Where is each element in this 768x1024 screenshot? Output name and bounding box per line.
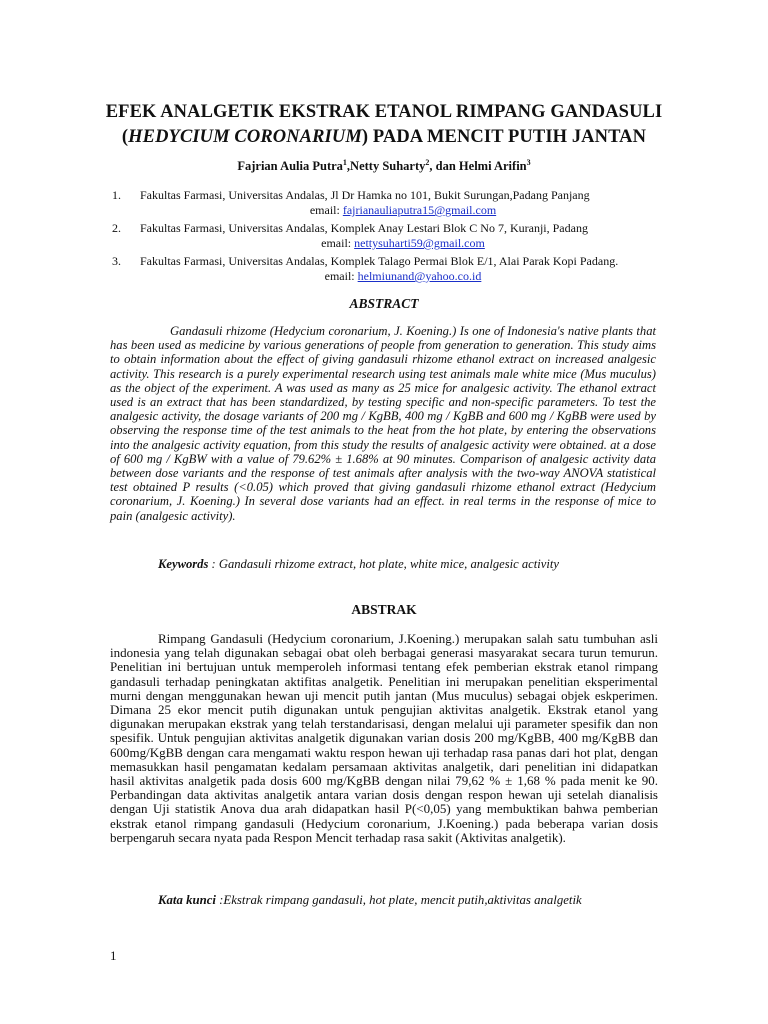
- abstrak-body: [110, 632, 658, 845]
- affiliation-text: Fakultas Farmasi, Universitas Andalas, Komplek Talago Permai Blok E/1, Alai Parak Kopi Padang.: [140, 254, 619, 268]
- abstract-keywords: [158, 557, 658, 572]
- page-number: 1: [110, 948, 117, 963]
- author-3: , dan Helmi Arifin: [429, 159, 527, 173]
- author-2: ,Netty Suharty: [346, 159, 426, 173]
- paper-title: [80, 100, 688, 150]
- author-1: Fajrian Aulia Putra: [237, 159, 343, 173]
- abstrak-heading: ABSTRAK: [351, 602, 417, 617]
- kata-kunci-label: Kata kunci: [158, 893, 216, 907]
- kata-kunci-text: :Ekstrak rimpang gandasuli, hot plate, mencit putih,aktivitas analgetik: [215, 893, 582, 907]
- abstrak-keywords: [158, 893, 658, 908]
- affiliation-text: Fakultas Farmasi, Universitas Andalas, Komplek Anay Lestari Blok C No 7, Kuranji, Padang: [140, 221, 588, 235]
- keywords-label: Keywords: [158, 557, 209, 571]
- affiliation-item: 1. Fakultas Farmasi, Universitas Andalas, Jl Dr Hamka no 101, Bukit Surungan,Padang Panjang email: fajrianauliaputra15@gmail.com: [112, 188, 590, 217]
- title-line-1: EFEK ANALGETIK EKSTRAK ETANOL RIMPANG GANDASULI: [105, 102, 663, 122]
- email-link[interactable]: nettysuharti59@gmail.com: [354, 236, 485, 250]
- abstract-heading: ABSTRACT: [349, 296, 419, 311]
- abstract-text: Gandasuli rhizome (Hedycium coronarium, J. Koening.) Is one of Indonesia's native plants that has been used as medicine by various generations of people from generation to generation. This study aims to obtain information about the effect of giving gandasuli rhizome ethanol extract on increased analgesic activity. This research is a purely experimental research using test animals male white mice (Mus muculus) as the object of the experiment. A was used as many as 25 mice for analgesic activity. The ethanol extract used is an extract that has been standardized, by testing specific and non-specific parameters. To test the analgesic activity, the dosage variants of 200 mg / KgBB, 400 mg / KgBB and 600 mg / KgBB were used by observing the response time of the test animals to the heat from the hot plate, by entering the observations into the analgesic activity equation, from this study the results of analgesic activity were obtained. at a dose of 600 mg / KgBW with a value of 79.62% ± 1.68% at 90 minutes. Comparison of analgesic activity data between dose variants and the response of test animals after analysis with the two-way ANOVA statistical test obtained P results (<0.05) which proved that giving gandasuli rhizome ethanol extract (Hedycium coronarium, J. Koening.) In several dose variants had an effect. in real terms in the response of mice to pain (analgesic activity).: [110, 324, 656, 523]
- title-line-2: (HEDYCIUM CORONARIUM) PADA MENCIT PUTIH JANTAN: [121, 127, 647, 147]
- affiliation-list: [112, 188, 666, 287]
- abstract-body: [110, 324, 656, 523]
- email-link[interactable]: helmiunand@yahoo.co.id: [357, 269, 482, 283]
- affiliation-item: 2. Fakultas Farmasi, Universitas Andalas, Komplek Anay Lestari Blok C No 7, Kuranji, Padang email: nettysuharti59@gmail.com: [112, 221, 588, 250]
- author-list: Fajrian Aulia Putra$^1$,Netty Suharty$^2$, dan Helmi Arifin$^3$: [237, 157, 531, 173]
- affiliation-item: 3. Fakultas Farmasi, Universitas Andalas, Komplek Talago Permai Blok E/1, Alai Parak Kopi Padang. email: helmiunand@yahoo.co.id: [112, 254, 619, 283]
- abstrak-text: Rimpang Gandasuli (Hedycium coronarium, J.Koening.) merupakan salah satu tumbuhan asli indonesia yang telah digunakan sebagai obat oleh berbagai generasi masyarakat secara turun temurun. Penelitian ini bertujuan untuk memperoleh informasi tentang efek pemberian ekstrak etanol rimpang gandasuli terhadap peningkatan aktifitas analgetik. Penelitian ini merupakan penelitian eksperimental murni dengan menggunakan hewan uji mencit putih jantan (Mus muculus) sebagai objek eskperimen. Dimana 25 ekor mencit putih digunakan untuk pengujian aktivitas analgetik. Ekstrak etanol yang digunakan merupakan ekstrak yang telah terstandarisasi, dengan melalui uji parameter spesifik dan non spesifik. Untuk pengujian aktivitas analgetik digunakan varian dosis 200 mg/KgBB, 400 mg/KgBB dan 600mg/KgBB dengan cara mengamati waktu respon hewan uji terhadap rasa panas dari hot plat, dengan memasukkan hasil pengamatan kedalam persamaan aktivitas analgetik, dari penelitian ini didapatkan hasil aktivitas analgetik pada dosis 600 mg/KgBB dengan nilai 79,62 % ± 1,68 % pada menit ke 90. Perbandingan data aktivitas analgetik antara varian dosis dengan respon hewan uji setelah dianalisis dengan Uji statistik Anova dua arah didapatkan hasil P(<0,05) yang membuktikan bahwa pemberian ekstrak etanol rimpang gandasuli (Hedycium coronarium, J.Koening.) pada beberapa varian dosis berpengaruh secara nyata pada Respon Mencit terhadap rasa sakit (Aktivitas analgetik).: [110, 631, 658, 845]
- affiliation-text: Fakultas Farmasi, Universitas Andalas, Jl Dr Hamka no 101, Bukit Surungan,Padang Panjang: [140, 188, 590, 202]
- title-species: HEDYCIUM CORONARIUM: [128, 127, 362, 147]
- email-link[interactable]: fajrianauliaputra15@gmail.com: [342, 203, 497, 217]
- keywords-text: : Gandasuli rhizome extract, hot plate, white mice, analgesic activity: [208, 557, 559, 571]
